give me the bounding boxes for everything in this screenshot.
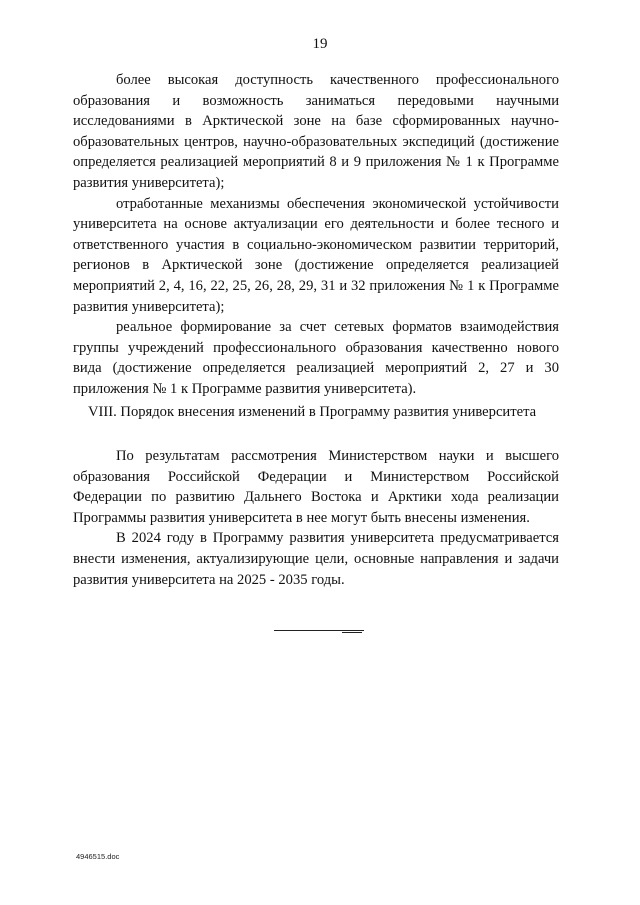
paragraph: По результатам рассмотрения Министерством науки и высшего образования Российской Федерации и Министерством Российской Федерации по развитию Дальнего Востока и Арктики хода реализации Программы развития университета в нее могут быть внесены изменения.: [73, 448, 559, 526]
paragraph: реальное формирование за счет сетевых форматов взаимодействия группы учреждений профессионального образования качественно нового вида (достижение определяется реализацией мероприятий 2, 27 и 30 приложения № 1 к Программе развития университета).: [73, 319, 559, 397]
body-text-block-1: [73, 70, 559, 400]
page-number: 19: [312, 36, 328, 52]
paragraph: отработанные механизмы обеспечения экономической устойчивости университета на основе актуализации его деятельности и более тесного и ответственного участия в социально-экономическом развитии территорий, регионов в Арктической зоне (достижение определяется реализацией мероприятий 2, 4, 16, 22, 25, 26, 28, 29, 31 и 32 приложения № 1 к Программе развития университета);: [73, 195, 559, 315]
end-of-text-rule: [274, 630, 364, 631]
document-file-code: 4946515.doc: [76, 852, 120, 861]
body-text-block-2: [73, 446, 559, 590]
section-heading: VIII. Порядок внесения изменений в Программу развития университета: [88, 404, 537, 420]
paragraph: В 2024 году в Программу развития университета предусматривается внести изменения, актуализирующие цели, основные направления и задачи развития университета на 2025 - 2035 годы.: [73, 530, 559, 588]
paragraph: более высокая доступность качественного профессионального образования и возможность заниматься передовыми научными исследованиями в Арктической зоне на базе сформированных научно-образовательных центров, научно-образовательных экспедиций (достижение определяется реализацией мероприятий 8 и 9 приложения № 1 к Программе развития университета);: [73, 72, 559, 191]
end-of-text-rule-accent: [342, 632, 362, 633]
